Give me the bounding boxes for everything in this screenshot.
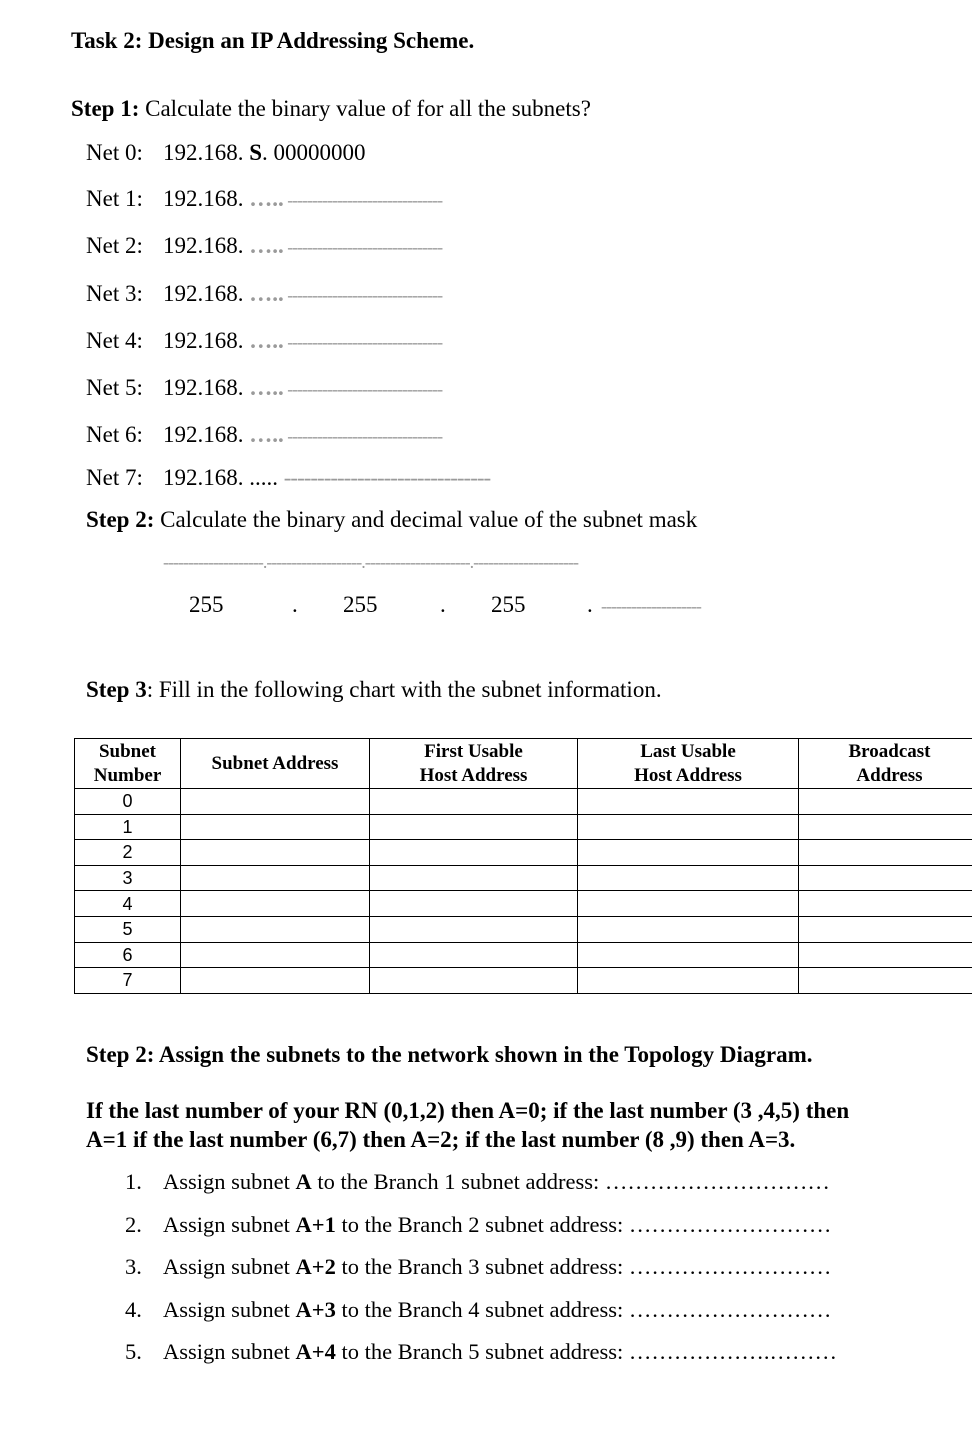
header-subnet-number: Subnet Number (75, 739, 181, 789)
header-last-usable: Last Usable Host Address (578, 739, 799, 789)
broadcast-cell[interactable] (799, 891, 972, 917)
broadcast-cell[interactable] (799, 916, 972, 942)
first-usable-cell[interactable] (370, 840, 578, 866)
net-line: Net 5: 192.168. ….. ------------------------------- (86, 375, 443, 400)
subnet-address-cell[interactable] (181, 916, 370, 942)
step1-text: Calculate the binary value of for all the subnets? (139, 96, 591, 121)
table-header-row (75, 739, 972, 789)
fourth-octet-blank[interactable]: ------------------------------- (283, 237, 443, 257)
fourth-octet-blank[interactable]: ------------------------------- (283, 426, 443, 446)
subnet-number-cell: 6 (75, 942, 181, 968)
third-octet-blank[interactable]: ….. (249, 233, 284, 258)
subnet-address-cell[interactable] (181, 789, 370, 815)
broadcast-cell[interactable] (799, 865, 972, 891)
fourth-octet-blank[interactable]: ------------------------------- (283, 332, 443, 352)
list-item: 1. Assign subnet A to the Branch 1 subnet address: ………………………… (125, 1169, 830, 1194)
net7-line: Net 7: 192.168. ..... ------------------------------- (86, 465, 491, 490)
step2b-heading: Step 2: Assign the subnets to the network shown in the Topology Diagram. (86, 1042, 813, 1067)
subnet-address-blank[interactable]: to the Branch 2 subnet address: ……………………… (335, 1211, 832, 1237)
first-usable-cell[interactable] (370, 789, 578, 815)
list-item: 2. Assign subnet A+1 to the Branch 2 subnet address: ……………………… (125, 1211, 832, 1237)
table-row (75, 968, 972, 994)
first-usable-cell[interactable] (370, 891, 578, 917)
header-subnet-address: Subnet Address (181, 739, 370, 789)
list-item: 3. Assign subnet A+2 to the Branch 3 subnet address: ……………………… (125, 1254, 832, 1279)
subnet-address-cell[interactable] (181, 942, 370, 968)
fourth-octet-blank[interactable]: ------------------------------- (283, 285, 443, 305)
step1-label: Step 1: (71, 96, 140, 121)
last-usable-cell[interactable] (578, 814, 799, 840)
table-body (75, 789, 972, 994)
subnet-address-cell[interactable] (181, 968, 370, 994)
last-usable-cell[interactable] (578, 891, 799, 917)
subnet-address-blank[interactable]: to the Branch 4 subnet address: ……………………… (335, 1296, 832, 1322)
net0-line: Net 0: 192.168. S. 00000000 (86, 140, 366, 165)
mask-dot-1: . (292, 592, 298, 617)
step1-instruction (71, 96, 591, 122)
net-line: Net 6: 192.168. ….. ------------------------------- (86, 422, 443, 447)
mask-dot-3: . (587, 592, 593, 617)
subnet-table (74, 738, 972, 994)
net-line: Net 3: 192.168. ….. ------------------------------- (86, 281, 443, 306)
first-usable-cell[interactable] (370, 814, 578, 840)
rule-line-2: A=1 if the last number (6,7) then A=2; if the last number (8 ,9) then A=3. (86, 1127, 796, 1152)
header-first-usable: First Usable Host Address (370, 739, 578, 789)
table-row (75, 891, 972, 917)
first-usable-cell[interactable] (370, 968, 578, 994)
third-octet-blank[interactable]: ….. (249, 186, 284, 211)
assignment-list (125, 1166, 837, 1379)
step2-text: Calculate the binary and decimal value of the subnet mask (154, 507, 698, 532)
subnet-address-blank[interactable]: to the Branch 1 subnet address: ………………………… (311, 1169, 830, 1194)
subnet-address-cell[interactable] (181, 840, 370, 866)
net-line: Net 2: 192.168. ….. ------------------------------- (86, 233, 443, 258)
broadcast-cell[interactable] (799, 789, 972, 815)
table-row (75, 789, 972, 815)
last-usable-cell[interactable] (578, 942, 799, 968)
step2-instruction (86, 507, 697, 533)
subnet-address-cell[interactable] (181, 891, 370, 917)
mask-octet-1: 255 (189, 592, 224, 617)
fourth-octet-blank[interactable]: ------------------------------- (283, 379, 443, 399)
step3-label: Step 3 (86, 677, 147, 702)
page-title: Task 2: Design an IP Addressing Scheme. (71, 28, 475, 53)
third-octet-blank[interactable]: ….. (249, 422, 284, 447)
mask-octet-3: 255 (491, 592, 526, 617)
last-usable-cell[interactable] (578, 916, 799, 942)
subnet-number-cell: 2 (75, 840, 181, 866)
first-usable-cell[interactable] (370, 916, 578, 942)
subnet-number-cell: 0 (75, 789, 181, 815)
broadcast-cell[interactable] (799, 942, 972, 968)
third-octet-blank[interactable]: ….. (249, 375, 284, 400)
last-usable-cell[interactable] (578, 789, 799, 815)
mask-dot-2: . (440, 592, 446, 617)
net-line: Net 4: 192.168. ….. ------------------------------- (86, 328, 443, 353)
table-row (75, 865, 972, 891)
last-usable-cell[interactable] (578, 865, 799, 891)
step2-label: Step 2: (86, 507, 155, 532)
third-octet-blank[interactable]: ….. (249, 281, 284, 306)
broadcast-cell[interactable] (799, 840, 972, 866)
subnet-number-cell: 1 (75, 814, 181, 840)
list-item: 4. Assign subnet A+3 to the Branch 4 subnet address: ……………………… (125, 1296, 832, 1322)
first-usable-cell[interactable] (370, 865, 578, 891)
fourth-octet-blank[interactable]: ------------------------------- (283, 190, 443, 210)
net-line: Net 1: 192.168. ….. ------------------------------- (86, 186, 443, 211)
table-row (75, 942, 972, 968)
broadcast-cell[interactable] (799, 968, 972, 994)
header-broadcast: Broadcast Address (799, 739, 972, 789)
mask-octet-2: 255 (343, 592, 378, 617)
last-usable-cell[interactable] (578, 840, 799, 866)
subnet-address-blank[interactable]: to the Branch 3 subnet address: ……………………… (335, 1254, 832, 1279)
mask-octet-4-blank[interactable]: -------------------- (601, 596, 701, 616)
subnet-address-cell[interactable] (181, 814, 370, 840)
table-row (75, 916, 972, 942)
table-row (75, 840, 972, 866)
subnet-number-cell: 3 (75, 865, 181, 891)
subnet-address-cell[interactable] (181, 865, 370, 891)
table-row (75, 814, 972, 840)
broadcast-cell[interactable] (799, 814, 972, 840)
list-item: 5. Assign subnet A+4 to the Branch 5 subnet address: ……………….……… (125, 1339, 838, 1364)
step3-instruction (86, 677, 662, 703)
subnet-number-cell: 7 (75, 968, 181, 994)
subnet-address-blank[interactable]: to the Branch 5 subnet address: ……………….……… (335, 1339, 838, 1364)
step3-text: : Fill in the following chart with the subnet information. (146, 677, 662, 702)
subnet-number-cell: 4 (75, 891, 181, 917)
rule-line-1: If the last number of your RN (0,1,2) then A=0; if the last number (3 ,4,5) then (86, 1098, 850, 1123)
last-usable-cell[interactable] (578, 968, 799, 994)
third-octet-blank[interactable]: ….. (249, 328, 284, 353)
mask-binary-blank[interactable]: --------------------.-------------------.---------------------.--------------------- (163, 552, 579, 572)
subnet-number-cell: 5 (75, 916, 181, 942)
first-usable-cell[interactable] (370, 942, 578, 968)
